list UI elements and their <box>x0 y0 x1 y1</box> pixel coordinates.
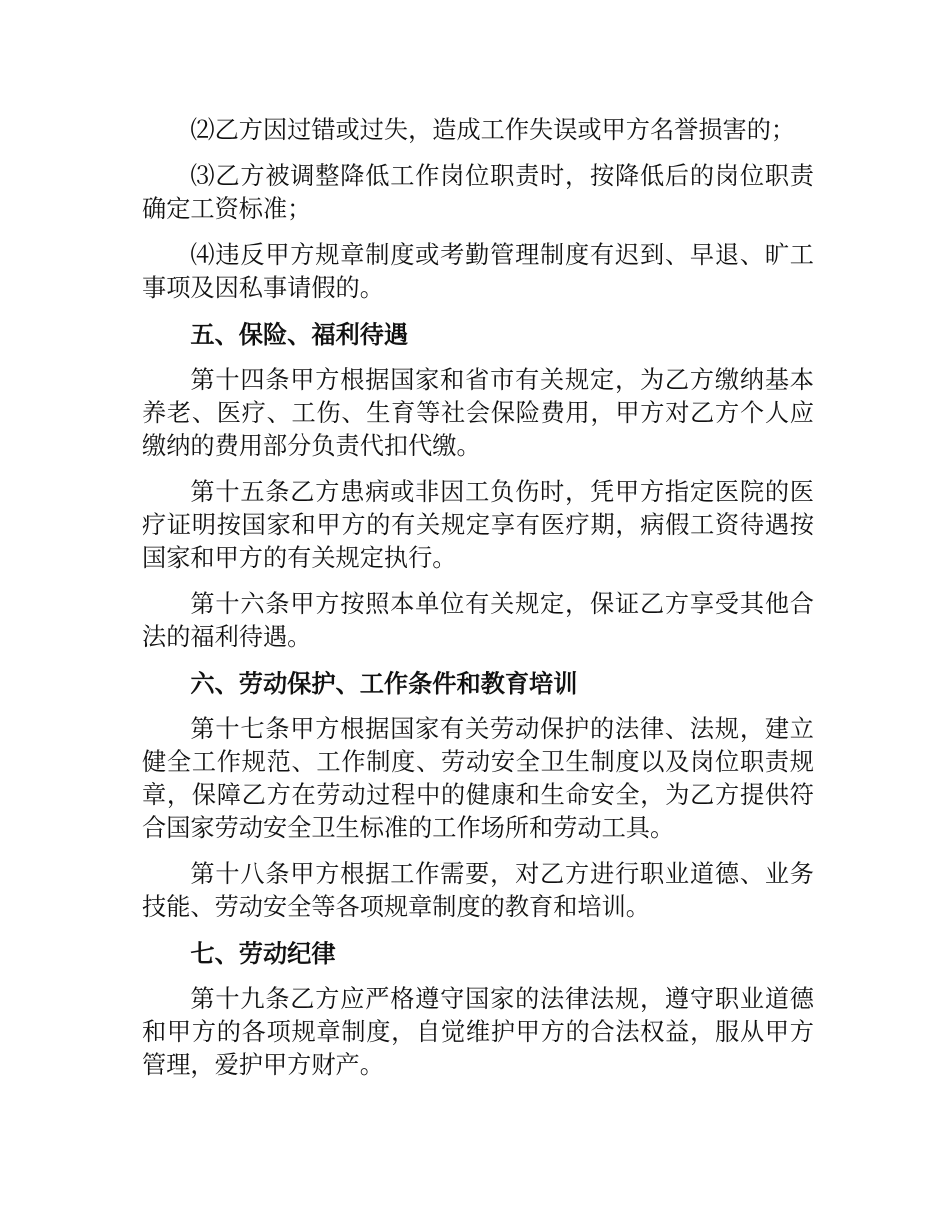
clause-item-4: ⑷违反甲方规章制度或考勤管理制度有迟到、早退、旷工事项及因私事请假的。 <box>142 241 814 302</box>
article-16: 第十六条甲方按照本单位有关规定，保证乙方享受其他合法的福利待遇。 <box>142 590 814 651</box>
section-heading-labor-protection: 六、劳动保护、工作条件和教育培训 <box>190 669 578 698</box>
article-19: 第十九条乙方应严格遵守国家的法律法规，遵守职业道德和甲方的各项规章制度，自觉维护甲方的合法权益，服从甲方管理，爱护甲方财产。 <box>142 985 814 1079</box>
article-17: 第十七条甲方根据国家有关劳动保护的法律、法规，建立健全工作规范、工作制度、劳动安全卫生制度以及岗位职责规章，保障乙方在劳动过程中的健康和生命安全，为乙方提供符合国家劳动安全卫生标准的工作场所和劳动工具。 <box>142 715 814 842</box>
clause-item-3: ⑶乙方被调整降低工作岗位职责时，按降低后的岗位职责确定工资标准； <box>142 162 814 223</box>
article-14: 第十四条甲方根据国家和省市有关规定，为乙方缴纳基本养老、医疗、工伤、生育等社会保险费用，甲方对乙方个人应缴纳的费用部分负责代扣代缴。 <box>142 366 814 460</box>
clause-item-2: ⑵乙方因过错或过失，造成工作失误或甲方名誉损害的； <box>190 116 796 144</box>
article-18: 第十八条甲方根据工作需要，对乙方进行职业道德、业务技能、劳动安全等各项规章制度的教育和培训。 <box>142 860 814 921</box>
section-heading-insurance-welfare: 五、保险、福利待遇 <box>190 320 409 349</box>
document-page <box>142 114 814 1095</box>
article-15: 第十五条乙方患病或非因工负伤时，凭甲方指定医院的医疗证明按国家和甲方的有关规定享有医疗期，病假工资待遇按国家和甲方的有关规定执行。 <box>142 478 814 572</box>
section-heading-labor-discipline: 七、劳动纪律 <box>190 939 336 968</box>
